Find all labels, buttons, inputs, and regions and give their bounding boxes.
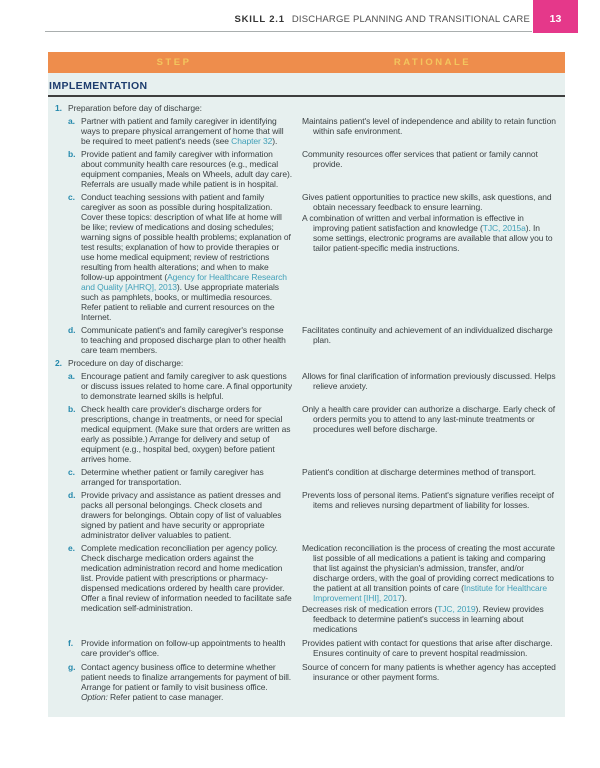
step-letter: g.	[68, 662, 76, 672]
step-cell	[50, 371, 302, 401]
rationale-text-segment: Only a health care provider can authorize a discharge. Early check of orders permits you to attend to any last-minute treatments or procedures well before discharge.	[302, 404, 555, 434]
step-text	[81, 404, 292, 464]
table-row	[50, 371, 563, 401]
rationale-cell	[302, 662, 563, 702]
section-number: 1.	[55, 103, 62, 113]
step-text	[81, 662, 292, 702]
rationale-paragraph	[302, 149, 559, 169]
step-item	[50, 638, 292, 658]
step-text	[81, 325, 292, 355]
rationale-text-segment: Community resources offer services that patient or family cannot provide.	[302, 149, 538, 169]
page-number-badge: 13	[533, 0, 578, 33]
step-letter: a.	[68, 116, 75, 126]
rationale-cell	[302, 116, 563, 146]
reference-link[interactable]: Agency for Healthcare Research and Quality [AHRQ], 2013	[81, 272, 287, 292]
step-cell	[50, 103, 302, 113]
step-cell	[50, 149, 302, 189]
step-text-segment: Partner with patient and family caregiver in identifying ways to prepare physical arrangement of home that will be required to meet patient's needs (see	[81, 116, 284, 146]
rationale-paragraph	[302, 638, 559, 658]
rationale-cell	[302, 149, 563, 189]
table-row	[50, 149, 563, 189]
step-cell	[50, 192, 302, 322]
rationale-text-segment: A combination of written and verbal information is effective in improving patient satisfaction and knowledge (	[302, 213, 524, 233]
step-text-segment: Encourage patient and family caregiver to ask questions or discuss issues related to home care. A final opportunity to demonstrate learned skills is helpful.	[81, 371, 292, 401]
step-letter: d.	[68, 490, 76, 500]
step-cell	[50, 467, 302, 487]
rationale-column-header: RATIONALE	[393, 57, 472, 68]
table-column-headers	[48, 52, 565, 73]
rationale-paragraph	[302, 404, 559, 434]
table-row	[50, 467, 563, 487]
step-letter: e.	[68, 543, 75, 553]
rationale-paragraph	[302, 192, 559, 212]
rationale-text-segment: Prevents loss of personal items. Patient's signature verifies receipt of items and relieves nursing department of liability for losses.	[302, 490, 554, 510]
rationale-text-segment: Medication reconciliation is the process of creating the most accurate list possible of all medications a patient is taking and comparing that list against the physician's admission, transfer, and/or discharge orders, with the goal of providing correct medications to the patient at all transition points of care (	[302, 543, 555, 593]
rationale-cell	[302, 404, 563, 464]
step-text	[81, 149, 292, 189]
rationale-text-segment: Source of concern for many patients is whether agency has accepted insurance or other payment forms.	[302, 662, 556, 682]
table-row	[50, 192, 563, 322]
rationale-cell	[302, 638, 563, 659]
section-heading-text: Preparation before day of discharge:	[68, 103, 202, 113]
rationale-text-segment: Allows for final clarification of information previously discussed. Helps relieve anxiety.	[302, 371, 556, 391]
step-letter: b.	[68, 149, 76, 159]
rationale-text-segment: Facilitates continuity and achievement of an individualized discharge plan.	[302, 325, 553, 345]
reference-link[interactable]: TJC, 2015a	[482, 223, 526, 233]
rationale-cell	[302, 103, 563, 113]
section-row	[50, 358, 563, 368]
section-heading-text: Procedure on day of discharge:	[68, 358, 184, 368]
rationale-text-segment: ).	[401, 593, 407, 603]
rationale-cell	[302, 490, 563, 540]
step-letter: c.	[68, 192, 75, 202]
rationale-paragraph	[302, 490, 559, 510]
step-text-segment: Contact agency business office to determine whether patient needs to finalize arrangements for payment of bill. Arrange for patient or family to visit business office.	[81, 662, 292, 692]
rationale-cell	[302, 543, 563, 635]
page-header	[235, 14, 531, 25]
step-letter: a.	[68, 371, 75, 381]
rationale-cell	[302, 467, 563, 487]
reference-link[interactable]: TJC, 2019	[437, 604, 476, 614]
step-text-segment: Option:	[81, 692, 108, 702]
skill-label: SKILL 2.1	[234, 14, 285, 25]
step-text	[81, 467, 292, 487]
table-row	[50, 404, 563, 464]
step-text-segment: Communicate patient's and family caregiver's response to teaching and proposed discharge plan to other health care team members.	[81, 325, 286, 355]
rationale-text-segment: Maintains patient's level of independence and ability to retain function within safe environment.	[302, 116, 556, 136]
section-row	[50, 103, 563, 113]
step-text-segment: Determine whether patient or family caregiver has arranged for transportation.	[81, 467, 264, 487]
step-item	[50, 325, 292, 355]
step-item	[50, 192, 292, 322]
table-row	[50, 543, 563, 635]
step-column-header: STEP	[156, 57, 192, 68]
reference-link[interactable]: Chapter 32	[231, 136, 273, 146]
step-letter: c.	[68, 467, 75, 477]
skill-title: DISCHARGE PLANNING AND TRANSITIONAL CARE	[291, 14, 530, 25]
step-text-segment: Provide patient and family caregiver with information about community health care resources (e.g., medical equipment companies, Meals on Wheels, adult day care). Referrals are usually made while patient is in hospital.	[81, 149, 292, 189]
rationale-paragraph	[302, 467, 559, 477]
rationale-paragraph	[302, 662, 559, 682]
step-text	[81, 192, 292, 322]
step-text-segment: Conduct teaching sessions with patient and family caregiver as soon as possible during hospitalization. Cover these topics: description of what life at home will be like; review of medications and dosing schedules; warning signs of possible health problems; explanation of test results; explanation of how to provide therapies or use home medical equipment; review of restrictions resulting from health alterations; and when to make follow-up appointment (	[81, 192, 291, 282]
table-row	[50, 325, 563, 355]
step-text	[81, 371, 292, 401]
rationale-paragraph	[302, 213, 559, 253]
step-text-segment: Complete medication reconciliation per agency policy. Check discharge medication orders against the medication administration record and home medication list. Provide patient with prescriptions or pharmacy-dispensed medications ordered by health care provider. Offer a final review of information needed to facilitate safe medication self-administration.	[81, 543, 292, 613]
rationale-cell	[302, 371, 563, 401]
rationale-cell	[302, 358, 563, 368]
step-cell	[50, 116, 302, 146]
step-cell	[50, 325, 302, 355]
step-item	[50, 149, 292, 189]
table-row	[50, 662, 563, 702]
step-text-segment: Refer patient to case manager.	[107, 692, 224, 702]
section-item	[50, 103, 292, 113]
step-letter: d.	[68, 325, 76, 335]
rationale-cell	[302, 192, 563, 322]
step-letter: f.	[68, 638, 73, 648]
step-text	[81, 543, 292, 613]
rationale-text-segment: ). In some settings, electronic programs are available that allow you to tailor patient-specific media instructions.	[313, 223, 553, 253]
step-item	[50, 116, 292, 146]
step-item	[50, 404, 292, 464]
rationale-text-segment: Patient's condition at discharge determines method of transport.	[302, 467, 536, 477]
step-text	[81, 638, 292, 658]
rationale-paragraph	[302, 543, 559, 603]
step-item	[50, 543, 292, 613]
step-cell	[50, 638, 302, 659]
implementation-heading: IMPLEMENTATION	[49, 80, 148, 92]
table-row	[50, 490, 563, 540]
step-cell	[50, 358, 302, 368]
step-text-segment: Check health care provider's discharge orders for prescriptions, change in treatments, or need for special medical equipment. (Make sure that orders are written as early as possible.) Arrange for delivery and setup of equipment (e.g., hospital bed, oxygen) before patient arrives home.	[81, 404, 291, 464]
step-text	[81, 490, 292, 540]
step-item	[50, 467, 292, 487]
section-number: 2.	[55, 358, 62, 368]
step-text-segment: ). Use appropriate materials such as pamphlets, books, or multimedia resources. Refer patient to reliable and current resources on the Internet.	[81, 282, 279, 322]
skill-table-panel	[48, 52, 565, 717]
rationale-paragraph	[302, 604, 559, 634]
step-item	[50, 371, 292, 401]
step-letter: b.	[68, 404, 76, 414]
steps-table-body	[48, 97, 565, 709]
step-cell	[50, 404, 302, 464]
step-item	[50, 490, 292, 540]
table-row	[50, 116, 563, 146]
rationale-text-segment: Gives patient opportunities to practice new skills, ask questions, and obtain necessary feedback to ensure learning.	[302, 192, 552, 212]
rationale-paragraph	[302, 325, 559, 345]
step-text-segment: ).	[272, 136, 278, 146]
section-item	[50, 358, 292, 368]
step-cell	[50, 490, 302, 540]
rationale-text-segment: ). Review provides feedback to determine patient's success in learning about medications	[313, 604, 544, 634]
step-text-segment: Provide information on follow-up appointments to health care provider's office.	[81, 638, 286, 658]
reference-link[interactable]: Institute for Healthcare Improvement [IHI], 2017	[313, 583, 547, 603]
step-text	[81, 116, 292, 146]
rationale-text-segment: Provides patient with contact for questions that arise after discharge. Ensures continuity of care to prevent hospital readmission.	[302, 638, 553, 658]
header-rule	[45, 31, 532, 32]
step-cell	[50, 543, 302, 635]
rationale-paragraph	[302, 371, 559, 391]
step-cell	[50, 662, 302, 702]
table-row	[50, 638, 563, 659]
rationale-cell	[302, 325, 563, 355]
rationale-text-segment: Decreases risk of medication errors (	[302, 604, 438, 614]
rationale-paragraph	[302, 116, 559, 136]
step-text-segment: Provide privacy and assistance as patient dresses and packs all personal belongings. Check closets and drawers for belongings. Obtain copy of list of valuables signed by patient and have security or appropriate administrator deliver valuables to patient.	[81, 490, 282, 540]
step-item	[50, 662, 292, 702]
